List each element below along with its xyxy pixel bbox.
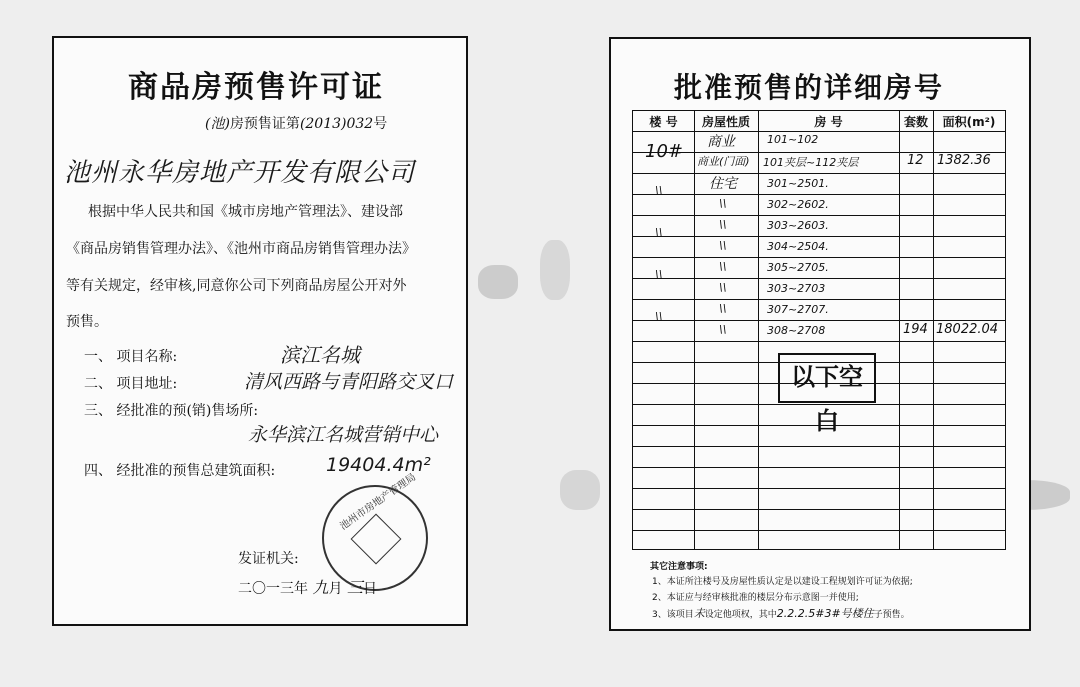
- scan-noise: [478, 265, 518, 299]
- area-commercial: 1382.36: [937, 153, 991, 168]
- units-table: [632, 110, 1006, 550]
- ditto-mark: \\: [655, 310, 663, 323]
- blank-below-stamp: 以下空白: [778, 353, 876, 403]
- para-line-2: 《商品房销售管理办法》、《池州市商品房销售管理办法》: [66, 241, 416, 257]
- note-3-hw: 未: [693, 607, 705, 620]
- total-area-value: 19404.4m²: [326, 454, 431, 476]
- unit-range: 303~2603.: [767, 219, 829, 232]
- unit-range: 301~2501.: [767, 177, 829, 190]
- scan-noise: [560, 470, 600, 510]
- unit-range: 305~2705.: [767, 261, 829, 274]
- para-line-1: 根据中华人民共和国《城市房地产管理法》、建设部: [88, 204, 403, 220]
- area-residential: 18022.04: [936, 322, 999, 337]
- company-name: 池州永华房地产开发有限公司: [64, 158, 416, 188]
- cert-mid: 房预售证第: [229, 116, 300, 132]
- unit-range: 303~2703: [767, 282, 826, 295]
- building-number: 10#: [645, 141, 683, 162]
- ditto-mark: \\: [719, 197, 727, 210]
- cert-no: (2013)032: [299, 116, 374, 132]
- ditto-mark: \\: [719, 239, 727, 252]
- project-address-value: 清风西路与青阳路交叉口: [244, 371, 454, 393]
- header-property-type: 房屋性质: [701, 115, 750, 129]
- unit-range: 101~102: [767, 133, 819, 146]
- scan-noise: [540, 240, 570, 300]
- sales-venue-label: 三、 经批准的预(销)售场所:: [84, 403, 259, 419]
- note-3: [652, 605, 910, 621]
- unit-count-commercial: 12: [907, 153, 924, 168]
- note-3-a: 3、该项目: [652, 610, 694, 620]
- issue-date: [238, 575, 377, 598]
- ditto-mark: \\: [719, 218, 727, 231]
- unit-range: 302~2602.: [767, 198, 829, 211]
- notes-title: 其它注意事项:: [650, 562, 708, 572]
- unit-range: 308~2708: [767, 324, 826, 337]
- para-line-4: 预售。: [66, 314, 108, 330]
- ditto-mark: \\: [655, 184, 663, 197]
- para-line-3: 等有关规定，经审核,同意你公司下列商品房屋公开对外: [66, 278, 407, 294]
- header-count: 套数: [903, 115, 928, 129]
- issue-day: 三: [346, 578, 363, 597]
- issue-year: 二〇一三年: [238, 581, 308, 597]
- issue-day-unit: 日: [362, 581, 377, 597]
- total-area-label: 四、 经批准的预售总建筑面积:: [84, 463, 276, 479]
- property-commercial: 商业: [707, 134, 735, 150]
- certificate-number: [205, 113, 387, 133]
- unit-range: 307~2707.: [767, 303, 829, 316]
- unit-range: 101夹层~112夹层: [763, 156, 859, 169]
- ditto-mark: \\: [655, 268, 663, 281]
- ditto-mark: \\: [719, 323, 727, 336]
- ditto-mark: \\: [719, 302, 727, 315]
- header-building: 楼 号: [649, 115, 678, 129]
- cert-suffix: 号: [373, 116, 388, 132]
- note-3-b: 设定他项权，其中: [704, 610, 777, 620]
- issue-month-unit: 月: [328, 581, 343, 597]
- header-area: 面积(m²): [942, 115, 996, 129]
- ditto-mark: \\: [655, 226, 663, 239]
- ditto-mark: \\: [719, 281, 727, 294]
- project-name-label: 一、 项目名称:: [84, 349, 178, 365]
- unit-count-residential: 194: [903, 322, 928, 337]
- sales-venue-value: 永华滨江名城营销中心: [248, 424, 439, 446]
- note-1: 1、本证所注楼号及房屋性质认定是以建设工程规划许可证为依据;: [652, 577, 913, 587]
- project-address-label: 二、 项目地址:: [84, 376, 178, 392]
- issue-month: 九: [312, 578, 329, 597]
- unit-range: 304~2504.: [767, 240, 829, 253]
- units-title: 批准预售的详细房号: [674, 71, 945, 104]
- issuer-label: 发证机关:: [238, 551, 299, 567]
- property-residential: 住宅: [709, 176, 737, 192]
- permit-title: 商品房预售许可证: [128, 70, 384, 105]
- note-3-d: 号楼住: [840, 607, 874, 620]
- note-3-c: 2.2.2.5#3#: [776, 607, 841, 620]
- property-commercial-storefront: 商业(门面): [697, 155, 750, 168]
- note-3-e: 子预售。: [873, 610, 910, 620]
- cert-prefix: (池): [205, 116, 230, 132]
- header-unit-number: 房 号: [814, 115, 843, 129]
- ditto-mark: \\: [719, 260, 727, 273]
- seal-text: 池州市房地产管理局: [338, 471, 419, 533]
- project-name-value: 滨江名城: [280, 343, 360, 367]
- note-2: 2、本证应与经审核批准的楼层分布示意图一并使用;: [652, 593, 859, 603]
